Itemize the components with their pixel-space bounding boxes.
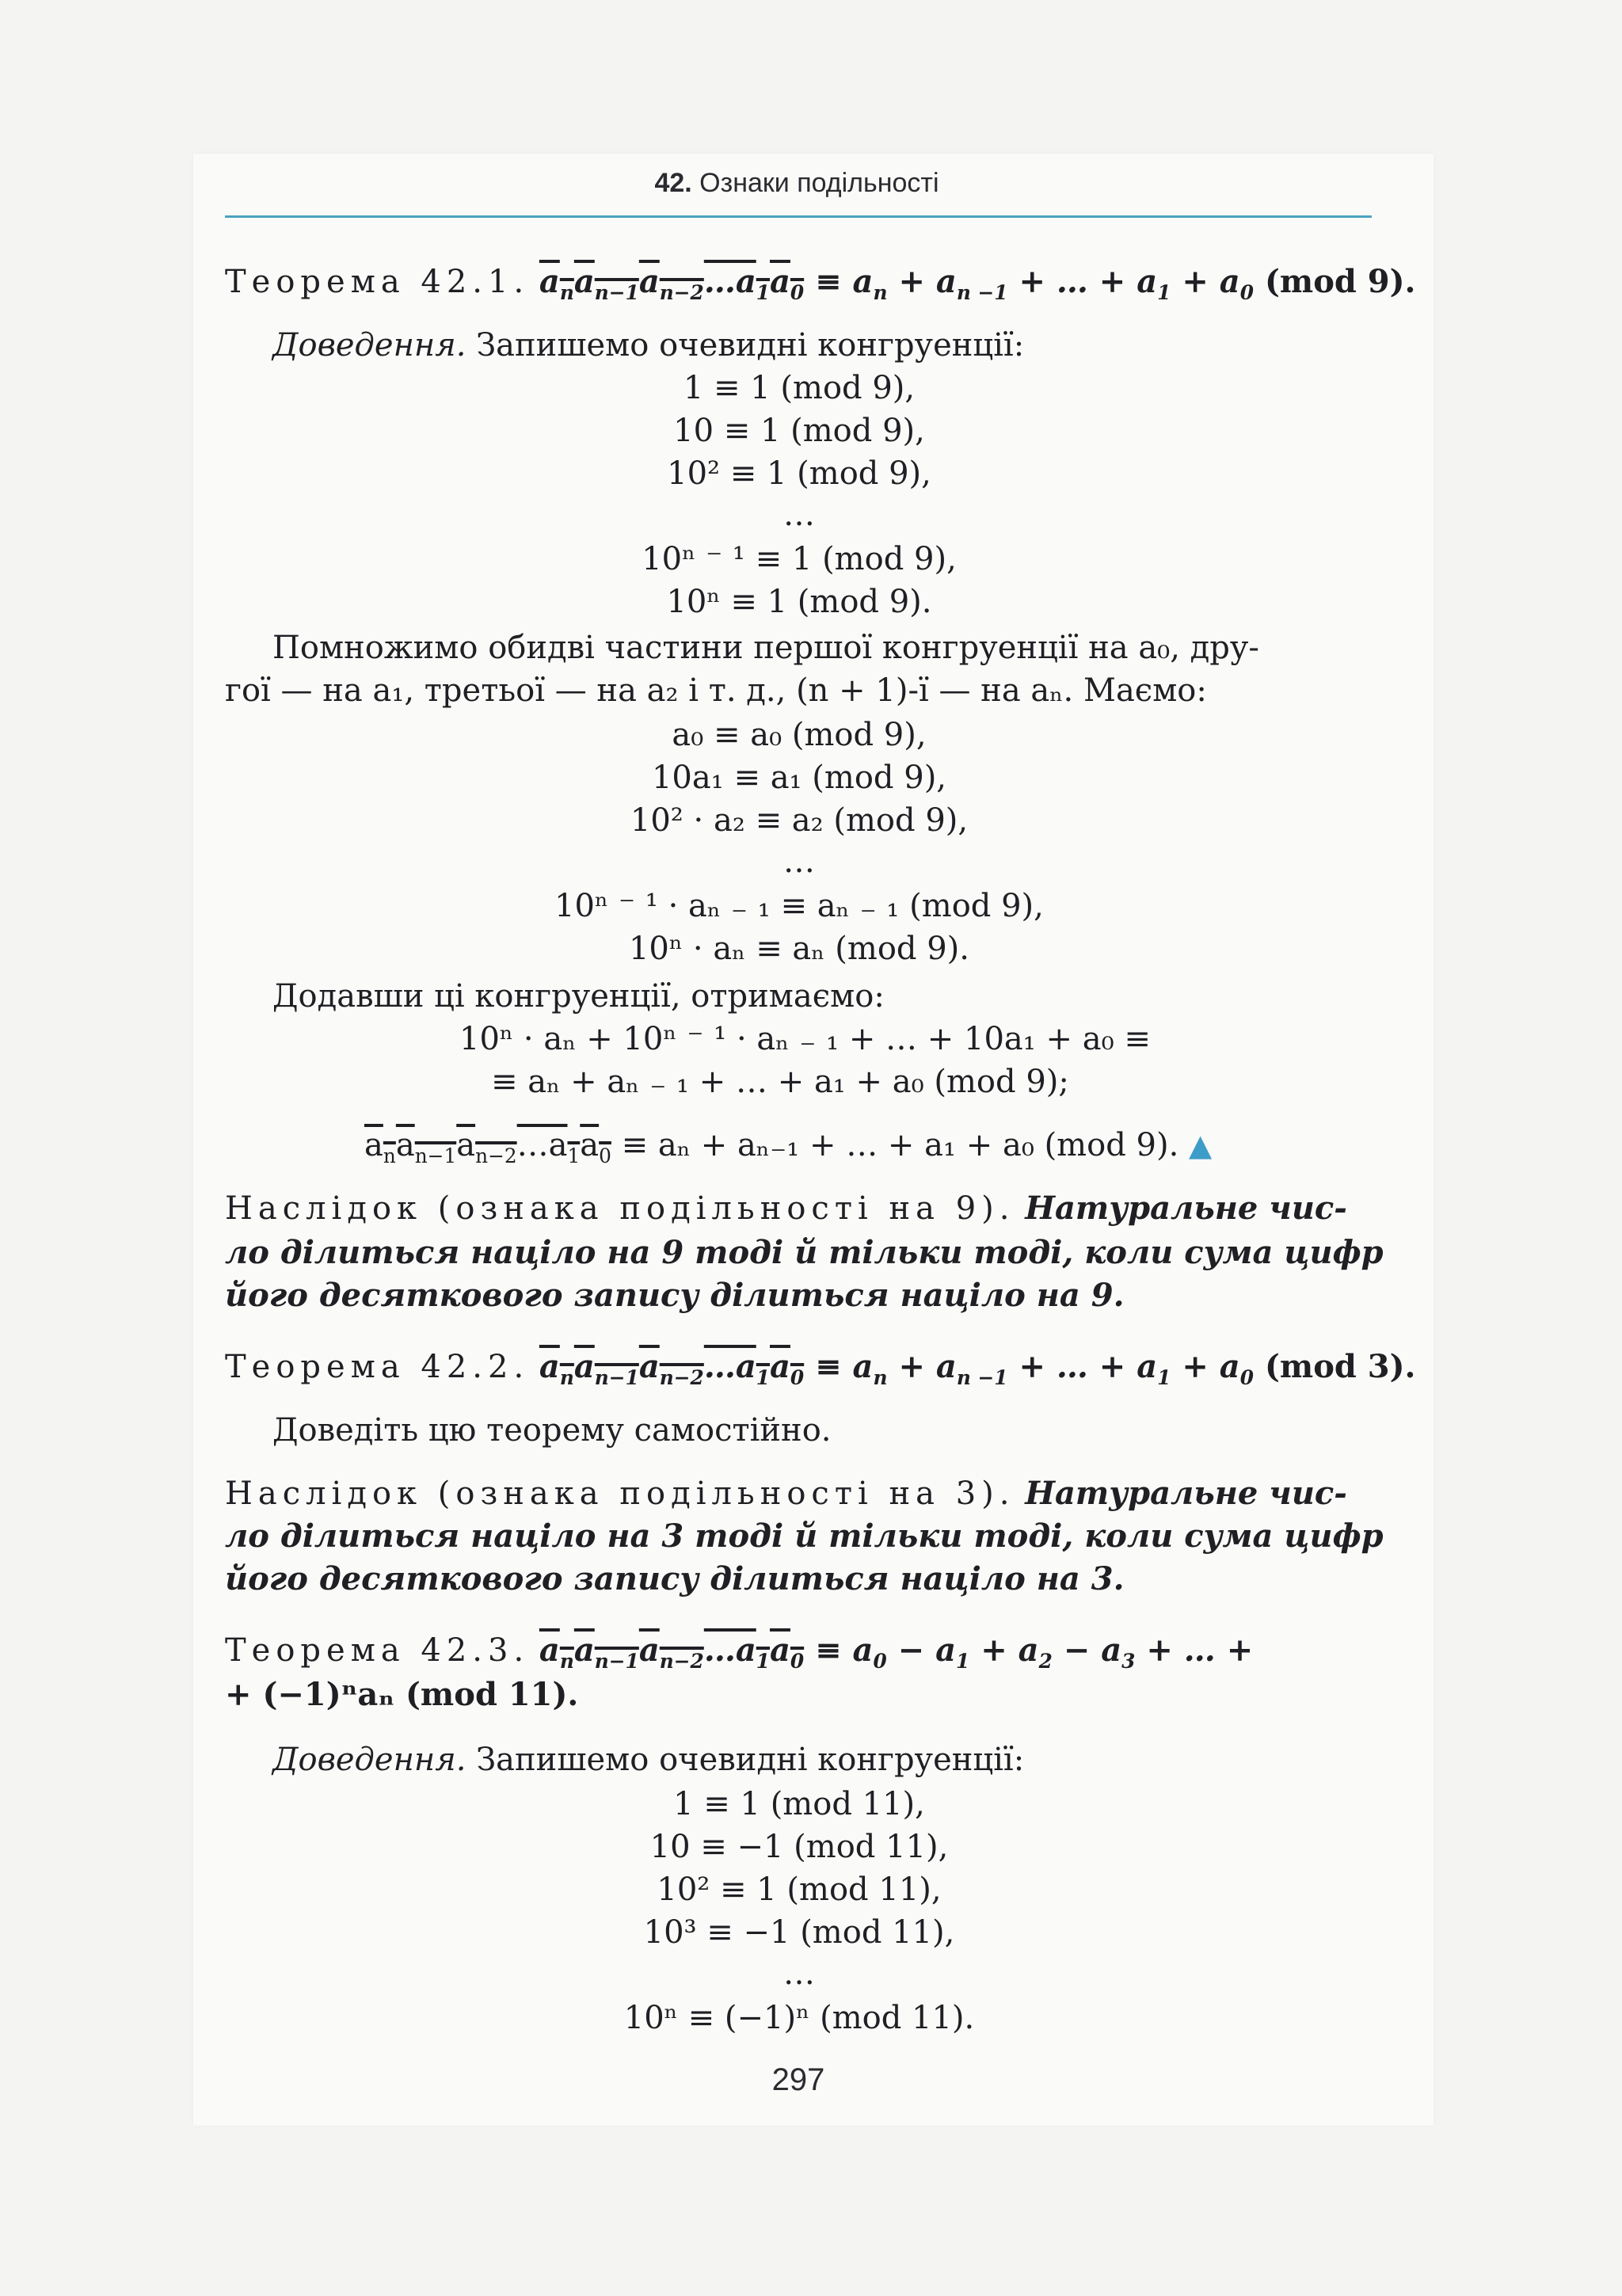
mult-cong-line: a₀ ≡ a₀ (mod 9),: [672, 717, 927, 753]
mult-cong-ellipsis: …: [783, 843, 815, 880]
corollary-3-line-2: ло ділиться націло на 3 тоді й тільки тоді, коли сума цифр: [225, 1517, 1384, 1555]
cong11-line: 10² ≡ 1 (mod 11),: [657, 1871, 942, 1908]
theorem-42-2: [225, 1346, 1416, 1399]
sum-result-rhs: ≡ aₙ + aₙ₋₁ + … + a₁ + a₀ (mod 9).: [621, 1127, 1179, 1163]
proof-label: Доведення.: [272, 327, 466, 364]
sum-line-2: ≡ aₙ + aₙ ₋ ₁ + … + a₁ + a₀ (mod 9);: [491, 1064, 1069, 1100]
section-title: Ознаки подільності: [699, 168, 939, 198]
theorem-modulus: (mod 3).: [1264, 1348, 1416, 1385]
corollary-9-line-1: [225, 1188, 1373, 1229]
corollary-label: Наслідок (ознака подільності на 3).: [225, 1475, 1015, 1512]
corollary-text: Натуральне чис-: [1025, 1190, 1347, 1227]
qed-triangle-icon: ▲: [1189, 1128, 1213, 1163]
mult-cong-line: 10² · a₂ ≡ a₂ (mod 9),: [630, 802, 969, 839]
corollary-3-line-3: його десяткового запису ділиться націло на 3.: [225, 1560, 1125, 1597]
theorem-formula: $a_na_{n-1}a_{n-2}\dots a_1a_0 \equiv a_0 - a_1 + a_2 - a_3$ + … +: [539, 1632, 1254, 1673]
theorem-42-1: [225, 261, 1416, 314]
cong11-line: 1 ≡ 1 (mod 11),: [673, 1786, 925, 1822]
sum-result-line: $a_na_{n-1}a_{n-2}\dots a_1a_0 \equiv a_n + a_{n-1}$ + … + a₁ + a₀ (mod 9). ▲: [364, 1127, 1213, 1167]
cong11-line: 10 ≡ −1 (mod 11),: [649, 1829, 949, 1865]
cong9-line: 10ⁿ ≡ 1 (mod 9).: [666, 584, 932, 620]
corollary-3-line-1: [225, 1473, 1373, 1514]
cong9-line: 1 ≡ 1 (mod 9),: [683, 370, 916, 406]
page-number: 297: [771, 2062, 825, 2097]
theorem-formula: $a_na_{n-1}a_{n-2}\dots a_1a_0 \equiv a_n + a_{n -1}$ + … + $a_1 + a_0$: [539, 263, 1254, 304]
theorem-label: Теорема 42.3.: [225, 1632, 530, 1669]
cong11-line: 10³ ≡ −1 (mod 11),: [643, 1914, 955, 1951]
cong9-line: 10 ≡ 1 (mod 9),: [673, 413, 925, 449]
section-number: 42.: [654, 168, 692, 198]
proof-3-intro: [272, 1739, 1373, 1780]
proof-intro-text: Запишемо очевидні конгруенції:: [476, 327, 1025, 364]
cong11-line: 10ⁿ ≡ (−1)ⁿ (mod 11).: [623, 2000, 975, 2036]
cong9-ellipsis: …: [783, 497, 815, 533]
self-proof-text: Доведіть цю теорему самостійно.: [272, 1412, 832, 1449]
corollary-label: Наслідок (ознака подільності на 9).: [225, 1190, 1015, 1227]
adding-text: Додавши ці конгруенції, отримаємо:: [272, 978, 885, 1015]
theorem-formula: $a_na_{n-1}a_{n-2}\dots a_1a_0 \equiv a_n + a_{n -1}$ + … + $a_1 + a_0$: [539, 1348, 1254, 1389]
mult-cong-line: 10ⁿ ⁻ ¹ · aₙ ₋ ₁ ≡ aₙ ₋ ₁ (mod 9),: [554, 888, 1044, 924]
theorem-label: Теорема 42.2.: [225, 1349, 530, 1385]
multiply-text-2: гої — на a₁, третьої — на a₂ і т. д., (n + 1)-ї — на aₙ. Маємо:: [225, 672, 1207, 709]
theorem-modulus: (mod 9).: [1264, 263, 1416, 300]
proof-intro-text: Запишемо очевидні конгруенції:: [476, 1742, 1025, 1778]
sum-line-1: 10ⁿ · aₙ + 10ⁿ ⁻ ¹ · aₙ ₋ ₁ + … + 10a₁ + a₀ ≡: [459, 1021, 1151, 1057]
corollary-9-line-2: ло ділиться націло на 9 тоді й тільки тоді, коли сума цифр: [225, 1234, 1384, 1271]
multiply-text-1: Помножимо обидві частини першої конгруенції на a₀, дру-: [272, 630, 1259, 666]
theorem-42-3-line-2: + (−1)ⁿaₙ (mod 11).: [225, 1676, 579, 1713]
cong9-line: 10ⁿ ⁻ ¹ ≡ 1 (mod 9),: [642, 541, 957, 577]
corollary-text: Натуральне чис-: [1025, 1475, 1347, 1512]
corollary-9-line-3: його десяткового запису ділиться націло на 9.: [225, 1277, 1125, 1314]
cong9-line: 10² ≡ 1 (mod 9),: [667, 455, 931, 492]
cong11-ellipsis: …: [783, 1955, 815, 1992]
proof-label: Доведення.: [272, 1742, 466, 1778]
mult-cong-line: 10a₁ ≡ a₁ (mod 9),: [651, 760, 947, 796]
mult-cong-line: 10ⁿ · aₙ ≡ aₙ (mod 9).: [628, 931, 970, 967]
page-header: [225, 168, 1369, 199]
header-rule: [225, 215, 1372, 218]
proof-1-intro: [272, 325, 1373, 366]
theorem-label: Теорема 42.1.: [225, 264, 530, 300]
